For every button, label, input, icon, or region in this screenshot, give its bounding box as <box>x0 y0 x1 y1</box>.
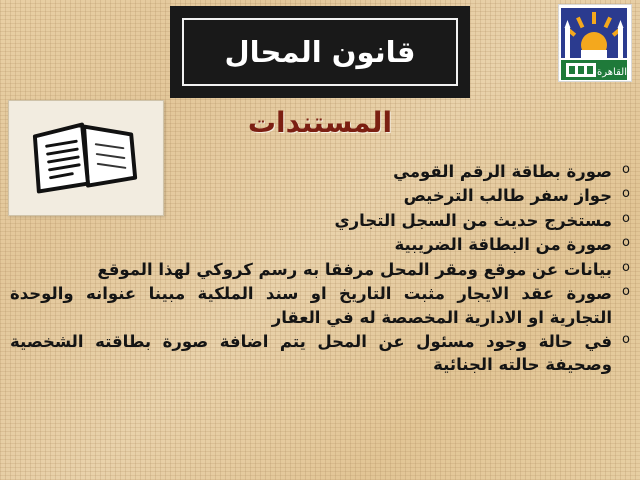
slide-title-border <box>182 18 458 86</box>
list-item: o صورة عقد الايجار مثبت التاريخ او سند الملكية مبينا عنوانه والوحدة التجارية او الادارية المخصصة له في العقار <box>10 282 630 329</box>
list-item: o بيانات عن موقع ومقر المحل مرفقا به رسم كروكي لهذا الموقع <box>10 258 630 281</box>
logo-caption: القاهرة <box>597 67 627 78</box>
slide-title-frame <box>170 6 470 98</box>
documents-list <box>10 160 630 378</box>
cairo-governorate-logo <box>558 4 632 82</box>
list-item: o في حالة وجود مسئول عن المحل يتم اضافة صورة بطاقته الشخصية وصحيفة حالته الجنائية <box>10 330 630 377</box>
list-item: o مستخرج حديث من السجل التجاري <box>10 209 630 232</box>
list-item: o صورة من البطاقة الضريبية <box>10 233 630 256</box>
logo-artwork <box>558 5 631 82</box>
section-subtitle: المستندات <box>247 106 393 139</box>
list-item: o صورة بطاقة الرقم القومي <box>10 160 630 183</box>
list-item: o جواز سفر طالب الترخيص <box>10 184 630 207</box>
page-title: قانون المحال <box>224 34 416 69</box>
